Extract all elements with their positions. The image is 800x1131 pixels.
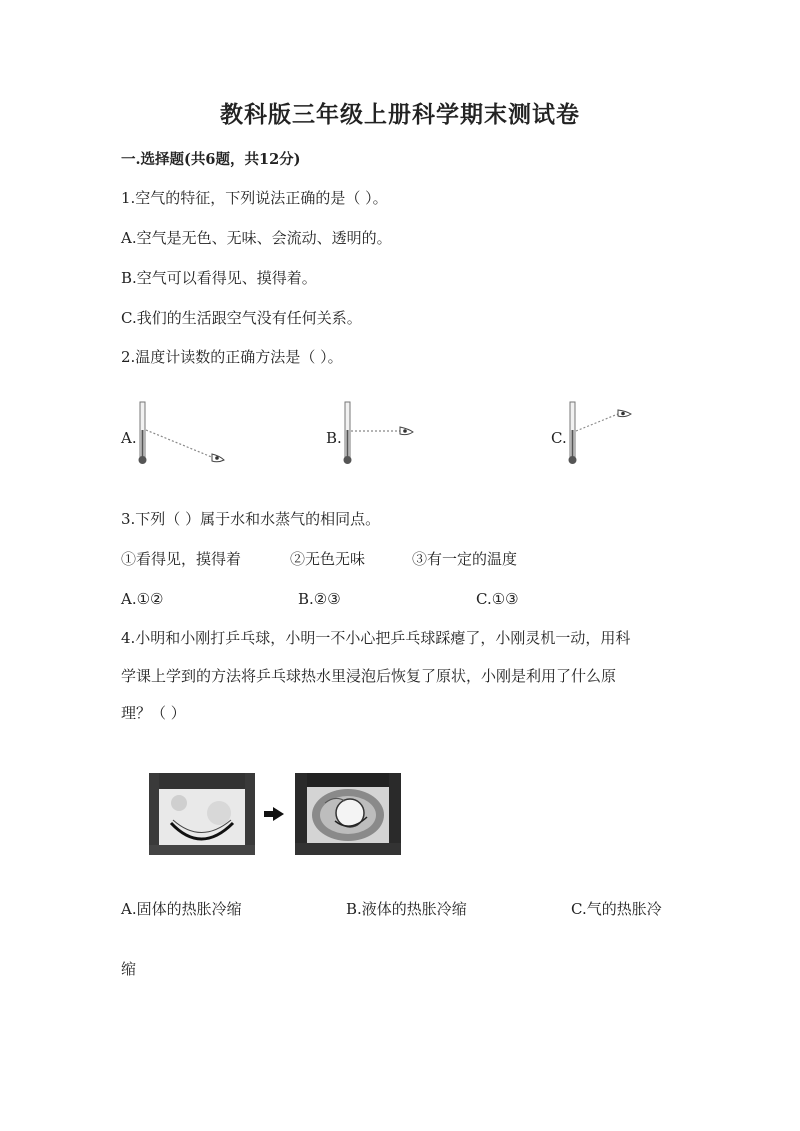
restored-ball-photo: [295, 773, 401, 855]
question-2-option-a: A.: [121, 429, 137, 447]
question-2-option-b: B.: [326, 429, 342, 447]
question-1-stem: 1.空气的特征，下列说法正确的是（ ）。: [121, 189, 388, 207]
question-4-option-a: A.固体的热胀冷缩: [121, 900, 242, 918]
question-3-statement-1: ①看得见，摸得着: [121, 550, 242, 568]
dented-ball-photo: [149, 773, 255, 855]
question-2-option-c: C.: [551, 429, 567, 447]
thermometer-reading-level-image: [337, 400, 427, 468]
question-2-stem: 2.温度计读数的正确方法是（ ）。: [121, 348, 343, 366]
question-4-stem-line-1: 4.小明和小刚打乒乓球，小明一不小心把乒乓球踩瘪了，小刚灵机一动，用科: [121, 629, 631, 647]
question-3-stem: 3.下列（ ）属于水和水蒸气的相同点。: [121, 510, 381, 528]
question-1-option-b: B.空气可以看得见、摸得着。: [121, 269, 317, 287]
question-3-statement-3: ③有一定的温度: [412, 550, 518, 568]
thermometer-reading-from-below-image: [132, 400, 232, 468]
question-4-stem-line-3: 理？（ ）: [121, 704, 186, 722]
question-4-option-c-wrap: 缩: [121, 960, 137, 978]
right-arrow-icon: [262, 806, 286, 822]
question-3-option-c: C.①③: [476, 590, 519, 608]
question-1-option-c: C.我们的生活跟空气没有任何关系。: [121, 309, 362, 327]
question-4-option-b: B.液体的热胀冷缩: [346, 900, 467, 918]
thermometer-reading-from-above-image: [562, 400, 652, 468]
section-heading: 一.选择题(共6题，共12分): [121, 151, 301, 168]
question-1-option-a: A.空气是无色、无味、会流动、透明的。: [121, 229, 392, 247]
question-4-stem-line-2: 学课上学到的方法将乒乓球热水里浸泡后恢复了原状，小刚是利用了什么原: [121, 667, 617, 685]
question-3-statement-2: ②无色无味: [290, 550, 366, 568]
question-4-option-c: C.气的热胀冷: [571, 900, 662, 918]
question-3-option-a: A.①②: [121, 590, 164, 608]
question-3-option-b: B.②③: [298, 590, 341, 608]
page-title: 教科版三年级上册科学期末测试卷: [220, 101, 580, 128]
